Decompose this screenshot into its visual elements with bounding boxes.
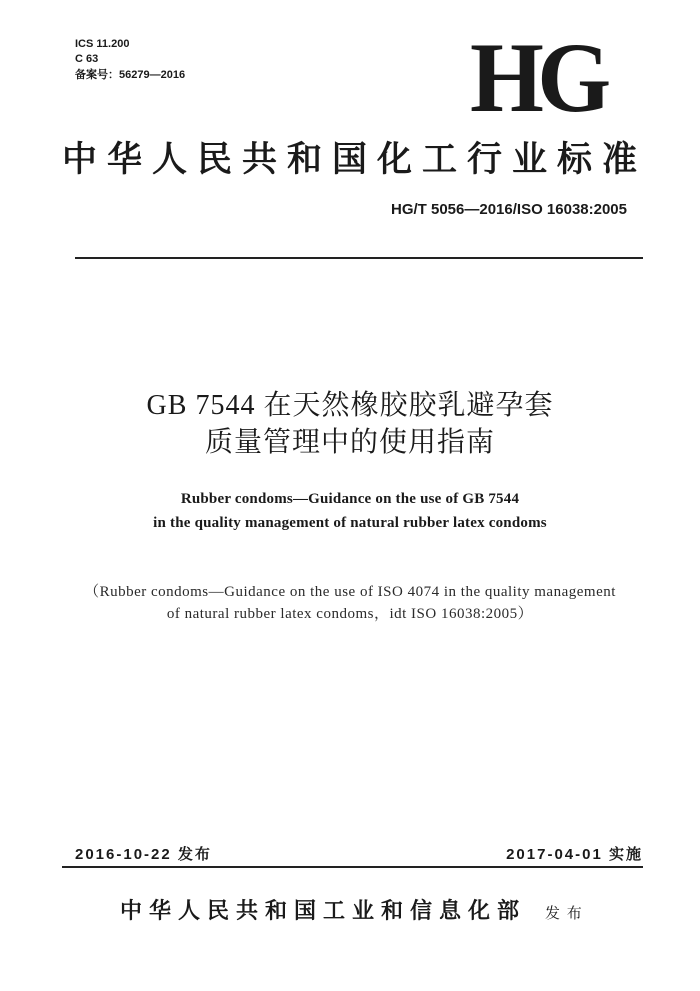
bottom-divider — [62, 866, 643, 868]
english-title-line-2: in the quality management of natural rubber latex condoms — [153, 515, 547, 531]
publish-label: 发 布 — [545, 904, 583, 922]
ccs-code: C 63 — [75, 53, 99, 65]
implementation-date: 2017-04-01 实施 — [506, 846, 643, 863]
chinese-title-line-1: GB 7544 在天然橡胶胶乳避孕套 — [146, 390, 554, 421]
top-divider — [75, 257, 643, 259]
standard-code: HG/T 5056—2016/ISO 16038:2005 — [391, 201, 627, 218]
issue-date: 2016-10-22 发布 — [75, 846, 212, 863]
original-title-line-1: （Rubber condoms—Guidance on the use of ISO 4074 in the quality management — [84, 584, 616, 600]
record-number: 备案号：56279—2016 — [75, 69, 186, 81]
original-title-line-2: of natural rubber latex condoms，idt ISO 16038:2005） — [166, 606, 534, 622]
english-title-line-1: Rubber condoms—Guidance on the use of GB 7544 — [180, 491, 520, 507]
hg-logo: HG — [470, 22, 605, 133]
standard-category-title: 中华人民共和国化工行业标准 — [62, 140, 648, 180]
ics-code: ICS 11.200 — [75, 38, 130, 50]
publisher-name: 中华人民共和国工业和信息化部 — [120, 899, 527, 924]
chinese-title-line-2: 质量管理中的使用指南 — [204, 427, 495, 458]
